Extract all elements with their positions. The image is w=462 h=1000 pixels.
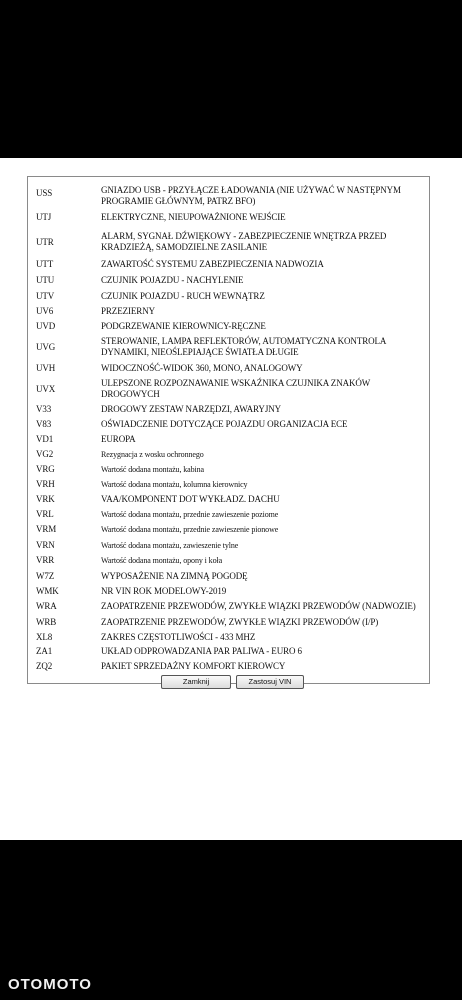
- option-description: PODGRZEWANIE KIEROWNICY-RĘCZNE: [101, 321, 266, 331]
- options-list-frame: [27, 176, 430, 684]
- document-page: [0, 158, 462, 840]
- option-description: DROGOWY ZESTAW NARZĘDZI, AWARYJNY: [101, 404, 282, 414]
- option-description: ALARM, SYGNAŁ DŹWIĘKOWY - ZABEZPIECZENIE WNĘTRZA PRZED KRADZIEŻĄ, SAMODZIELNE ZASILANIE: [101, 231, 387, 252]
- close-button[interactable]: Zamknij: [161, 675, 231, 689]
- option-description: Rezygnacja z wosku ochronnego: [101, 450, 204, 459]
- option-code: UTU: [36, 275, 55, 285]
- otomoto-watermark: OTOMOTO: [8, 976, 92, 993]
- option-description: Wartość dodana montażu, przednie zawieszenie pionowe: [101, 525, 279, 534]
- option-description: ELEKTRYCZNE, NIEUPOWAŻNIONE WEJŚCIE: [101, 212, 286, 222]
- option-code: VRG: [36, 464, 55, 474]
- option-description: Wartość dodana montażu, kolumna kierownicy: [101, 480, 248, 489]
- option-description: CZUJNIK POJAZDU - RUCH WEWNĄTRZ: [101, 291, 265, 301]
- option-code: UVX: [36, 384, 56, 394]
- option-code: W7Z: [36, 571, 55, 581]
- option-code: V33: [36, 404, 52, 414]
- option-description: STEROWANIE, LAMPA REFLEKTORÓW, AUTOMATYCZNA KONTROLA DYNAMIKI, NIEOŚLEPIAJĄCE ŚWIATŁA DŁUGIE: [101, 336, 386, 357]
- option-code: UTJ: [36, 212, 52, 222]
- option-code: VD1: [36, 434, 54, 444]
- option-code: UVG: [36, 342, 56, 352]
- top-letterbox: [0, 0, 462, 158]
- option-code: UV6: [36, 306, 54, 316]
- option-description: ZAKRES CZĘSTOTLIWOŚCI - 433 MHZ: [101, 632, 256, 642]
- option-description: GNIAZDO USB - PRZYŁĄCZE ŁADOWANIA (NIE UŻYWAĆ W NASTĘPNYM PROGRAMIE GŁÓWNYM, PATRZ BFO): [101, 185, 401, 206]
- option-description: PAKIET SPRZEDAŻNY KOMFORT KIEROWCY: [101, 661, 286, 671]
- option-code: ZQ2: [36, 661, 53, 671]
- option-description: ULEPSZONE ROZPOZNAWANIE WSKAŹNIKA CZUJNIKA ZNAKÓW DROGOWYCH: [101, 378, 371, 399]
- option-description: EUROPA: [101, 434, 136, 444]
- option-description: Wartość dodana montażu, kabina: [101, 465, 204, 474]
- option-code: WRB: [36, 617, 57, 627]
- option-code: ZA1: [36, 646, 53, 656]
- option-code: UTV: [36, 291, 55, 301]
- option-description: ZAWARTOŚĆ SYSTEMU ZABEZPIECZENIA NADWOZIA: [101, 259, 324, 269]
- option-code: VRL: [36, 509, 54, 519]
- option-description: WYPOSAŻENIE NA ZIMNĄ POGODĘ: [101, 571, 248, 581]
- option-code: USS: [36, 188, 53, 198]
- option-code: V83: [36, 419, 52, 429]
- option-code: UTR: [36, 237, 54, 247]
- option-code: VG2: [36, 449, 54, 459]
- option-description: OŚWIADCZENIE DOTYCZĄCE POJAZDU ORGANIZACJA ECE: [101, 419, 348, 429]
- option-description: Wartość dodana montażu, opony i koła: [101, 556, 223, 565]
- option-code: VRK: [36, 494, 55, 504]
- option-description: CZUJNIK POJAZDU - NACHYLENIE: [101, 275, 244, 285]
- option-code: XL8: [36, 632, 53, 642]
- option-description: Wartość dodana montażu, przednie zawieszenie poziome: [101, 510, 279, 519]
- option-description: Wartość dodana montażu, zawieszenie tylne: [101, 541, 239, 550]
- apply-vin-button[interactable]: Zastosuj VIN: [236, 675, 304, 689]
- option-description: UKŁAD ODPROWADZANIA PAR PALIWA - EURO 6: [101, 646, 302, 656]
- option-description: NR VIN ROK MODELOWY-2019: [101, 586, 227, 596]
- option-code: UVH: [36, 363, 56, 373]
- option-code: UVD: [36, 321, 56, 331]
- option-code: VRR: [36, 555, 55, 565]
- option-code: UTT: [36, 259, 54, 269]
- option-code: WRA: [36, 601, 57, 611]
- option-code: VRM: [36, 524, 57, 534]
- option-description: PRZEZIERNY: [101, 306, 155, 316]
- option-code: VRN: [36, 540, 55, 550]
- option-code: WMK: [36, 586, 59, 596]
- option-description: ZAOPATRZENIE PRZEWODÓW, ZWYKŁE WIĄZKI PRZEWODÓW (NADWOZIE): [101, 601, 416, 611]
- option-description: ZAOPATRZENIE PRZEWODÓW, ZWYKŁE WIĄZKI PRZEWODÓW (I/P): [101, 617, 379, 627]
- option-description: WIDOCZNOŚĆ-WIDOK 360, MONO, ANALOGOWY: [101, 363, 303, 373]
- option-code: VRH: [36, 479, 55, 489]
- option-description: VAA/KOMPONENT DOT WYKŁADZ. DACHU: [101, 494, 280, 504]
